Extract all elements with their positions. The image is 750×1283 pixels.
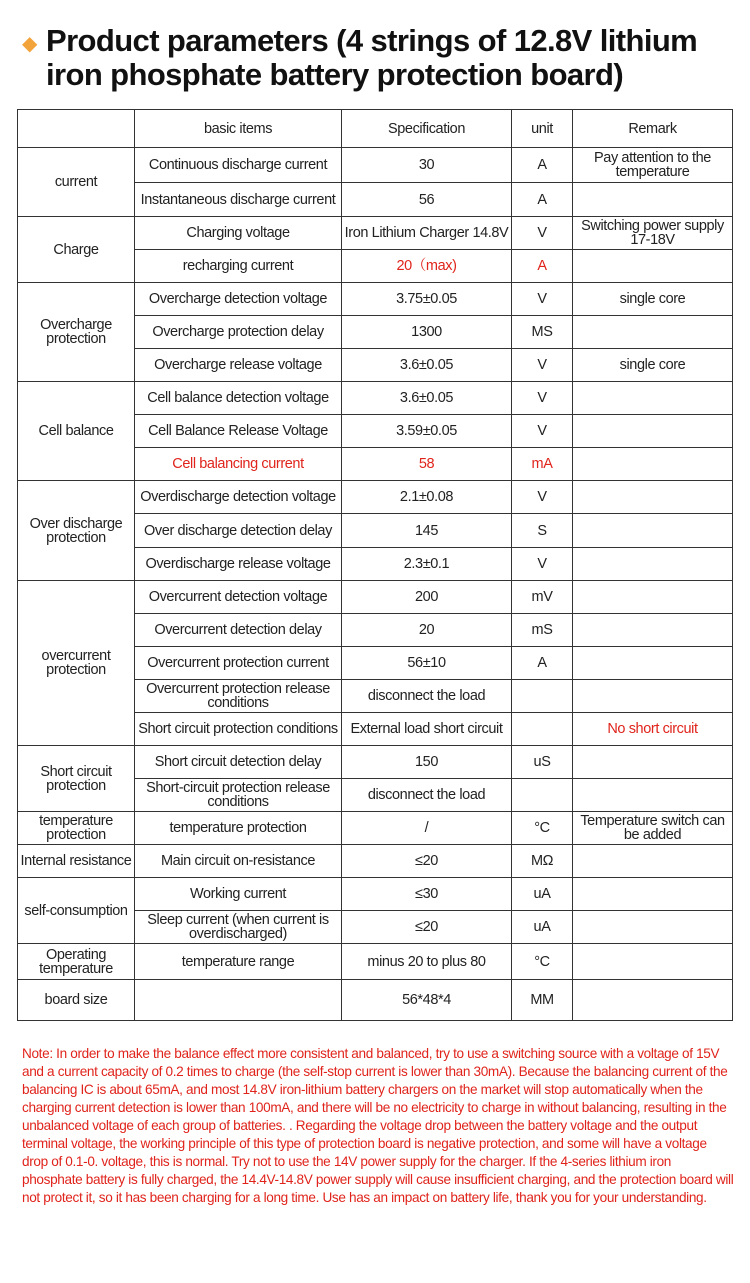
remark-cell xyxy=(573,911,733,944)
bullet-icon: ◆ xyxy=(22,33,38,55)
unit-cell: uS xyxy=(512,746,573,779)
unit-cell: MM xyxy=(512,980,573,1021)
spec-cell: disconnect the load xyxy=(342,680,512,713)
unit-cell: mS xyxy=(512,614,573,647)
spec-cell: ≤20 xyxy=(342,845,512,878)
remark-cell xyxy=(573,980,733,1021)
remark-cell: No short circuit xyxy=(573,713,733,746)
remark-cell xyxy=(573,944,733,980)
unit-cell: uA xyxy=(512,878,573,911)
unit-cell: °C xyxy=(512,944,573,980)
spec-cell: 200 xyxy=(342,581,512,614)
unit-cell: V xyxy=(512,349,573,382)
category-cell: Charge xyxy=(18,217,135,283)
category-cell: overcurrent protection xyxy=(18,581,135,746)
unit-cell: A xyxy=(512,183,573,217)
item-cell: Overcurrent protection current xyxy=(135,647,342,680)
item-cell: Short circuit detection delay xyxy=(135,746,342,779)
item-cell: temperature range xyxy=(135,944,342,980)
remark-cell: Pay attention to the temperature xyxy=(573,148,733,183)
remark-cell: single core xyxy=(573,283,733,316)
unit-cell: mV xyxy=(512,581,573,614)
spec-cell: 56*48*4 xyxy=(342,980,512,1021)
unit-cell: S xyxy=(512,514,573,548)
item-cell: Cell balance detection voltage xyxy=(135,382,342,415)
unit-cell: V xyxy=(512,382,573,415)
item-cell: Short circuit protection conditions xyxy=(135,713,342,746)
remark-cell xyxy=(573,250,733,283)
unit-cell: A xyxy=(512,647,573,680)
unit-cell: MΩ xyxy=(512,845,573,878)
remark-cell xyxy=(573,647,733,680)
remark-cell xyxy=(573,581,733,614)
category-cell: Overcharge protection xyxy=(18,283,135,382)
spec-cell: 56±10 xyxy=(342,647,512,680)
category-cell: board size xyxy=(18,980,135,1021)
category-cell: current xyxy=(18,148,135,217)
category-cell: Short circuit protection xyxy=(18,746,135,812)
table-row xyxy=(18,944,733,980)
category-cell: temperature protection xyxy=(18,812,135,845)
category-cell: Operating temperature xyxy=(18,944,135,980)
item-cell: Overdischarge detection voltage xyxy=(135,481,342,514)
header-unit: unit xyxy=(512,110,573,148)
note-paragraph: Note: In order to make the balance effect more consistent and balanced, try to use a switching source with a voltage of 15V and a current capacity of 0.2 times to charge (the self-stop current is lower than 30mA). Because the balancing current of the balancing IC is about 65mA, and most 14.8V iron-lithium battery chargers on the market will stop automatically when the charging current detection is lower than 100mA, and there will be no electricity to charge in without balancing, resulting in the unbalanced voltage of each group of batteries. . Regarding the voltage drop between the battery voltage and the output terminal voltage, the working principle of this type of protection board is negative protection, and some will have a voltage drop of 0.1-0. voltage, this is normal. Try not to use the 14V power supply for the charger. If the 4-series lithium iron phosphate battery is fully charged, the 14.4V-14.8V power supply will cause insufficient charging, and the protection board will not protect it, so it has been charging for a long time. Use has an impact on battery life, thank you for your understanding. xyxy=(22,1046,734,1205)
table-row xyxy=(18,812,733,845)
spec-cell: 20 xyxy=(342,614,512,647)
category-cell: Cell balance xyxy=(18,382,135,481)
spec-cell: External load short circuit xyxy=(342,713,512,746)
unit-cell xyxy=(512,779,573,812)
spec-cell: 2.1±0.08 xyxy=(342,481,512,514)
spec-cell: disconnect the load xyxy=(342,779,512,812)
spec-cell: minus 20 to plus 80 xyxy=(342,944,512,980)
remark-cell xyxy=(573,614,733,647)
table-row xyxy=(18,845,733,878)
unit-cell: A xyxy=(512,250,573,283)
table-row xyxy=(18,980,733,1021)
remark-cell xyxy=(573,183,733,217)
item-cell: Overcharge detection voltage xyxy=(135,283,342,316)
unit-cell: V xyxy=(512,481,573,514)
table-row xyxy=(18,746,733,779)
spec-cell: Iron Lithium Charger 14.8V xyxy=(342,217,512,250)
item-cell: Charging voltage xyxy=(135,217,342,250)
unit-cell: mA xyxy=(512,448,573,481)
remark-cell xyxy=(573,514,733,548)
parameter-table xyxy=(17,109,733,1021)
remark-cell xyxy=(573,779,733,812)
item-cell: Overdischarge release voltage xyxy=(135,548,342,581)
table-row xyxy=(18,481,733,514)
remark-cell xyxy=(573,415,733,448)
remark-cell: Switching power supply 17-18V xyxy=(573,217,733,250)
spec-cell: ≤20 xyxy=(342,911,512,944)
header-category xyxy=(18,110,135,148)
unit-cell xyxy=(512,713,573,746)
remark-cell xyxy=(573,382,733,415)
spec-cell: 145 xyxy=(342,514,512,548)
table-header-row xyxy=(18,110,733,148)
unit-cell: uA xyxy=(512,911,573,944)
spec-cell: 56 xyxy=(342,183,512,217)
unit-cell: V xyxy=(512,415,573,448)
item-cell: Overcurrent detection voltage xyxy=(135,581,342,614)
item-cell: Overcharge release voltage xyxy=(135,349,342,382)
unit-cell: A xyxy=(512,148,573,183)
remark-cell xyxy=(573,548,733,581)
remark-cell xyxy=(573,878,733,911)
item-cell: Overcurrent detection delay xyxy=(135,614,342,647)
item-cell: temperature protection xyxy=(135,812,342,845)
category-cell: self-consumption xyxy=(18,878,135,944)
remark-cell xyxy=(573,746,733,779)
unit-cell: V xyxy=(512,217,573,250)
table-row xyxy=(18,382,733,415)
spec-cell: 30 xyxy=(342,148,512,183)
unit-cell: V xyxy=(512,548,573,581)
unit-cell: MS xyxy=(512,316,573,349)
table-row xyxy=(18,148,733,183)
header-remark: Remark xyxy=(573,110,733,148)
table-row xyxy=(18,283,733,316)
item-cell: Continuous discharge current xyxy=(135,148,342,183)
remark-cell xyxy=(573,845,733,878)
item-cell: Sleep current (when current is overdischarged) xyxy=(135,911,342,944)
item-cell: recharging current xyxy=(135,250,342,283)
item-cell: Cell Balance Release Voltage xyxy=(135,415,342,448)
item-cell: Over discharge detection delay xyxy=(135,514,342,548)
remark-cell: single core xyxy=(573,349,733,382)
item-cell: Short-circuit protection release conditions xyxy=(135,779,342,812)
unit-cell: V xyxy=(512,283,573,316)
category-cell: Over discharge protection xyxy=(18,481,135,581)
table-row xyxy=(18,878,733,911)
spec-cell: 2.3±0.1 xyxy=(342,548,512,581)
item-cell: Overcurrent protection release conditions xyxy=(135,680,342,713)
item-cell: Overcharge protection delay xyxy=(135,316,342,349)
item-cell xyxy=(135,980,342,1021)
spec-cell: / xyxy=(342,812,512,845)
item-cell: Main circuit on-resistance xyxy=(135,845,342,878)
spec-cell: 3.6±0.05 xyxy=(342,349,512,382)
spec-cell: 3.75±0.05 xyxy=(342,283,512,316)
spec-cell: 150 xyxy=(342,746,512,779)
spec-cell: 58 xyxy=(342,448,512,481)
table-row xyxy=(18,217,733,250)
remark-cell xyxy=(573,316,733,349)
spec-cell: ≤30 xyxy=(342,878,512,911)
header-basic-items: basic items xyxy=(135,110,342,148)
spec-cell: 1300 xyxy=(342,316,512,349)
page-title: Product parameters (4 strings of 12.8V lithium iron phosphate battery protection board) xyxy=(46,23,698,92)
remark-cell: Temperature switch can be added xyxy=(573,812,733,845)
table-row xyxy=(18,581,733,614)
item-cell: Instantaneous discharge current xyxy=(135,183,342,217)
unit-cell xyxy=(512,680,573,713)
spec-cell: 3.59±0.05 xyxy=(342,415,512,448)
item-cell: Cell balancing current xyxy=(135,448,342,481)
item-cell: Working current xyxy=(135,878,342,911)
spec-cell: 3.6±0.05 xyxy=(342,382,512,415)
title-block xyxy=(18,24,743,92)
remark-cell xyxy=(573,680,733,713)
unit-cell: °C xyxy=(512,812,573,845)
remark-cell xyxy=(573,448,733,481)
remark-cell xyxy=(573,481,733,514)
header-specification: Specification xyxy=(342,110,512,148)
spec-cell: 20（max) xyxy=(342,250,512,283)
category-cell: Internal resistance xyxy=(18,845,135,878)
